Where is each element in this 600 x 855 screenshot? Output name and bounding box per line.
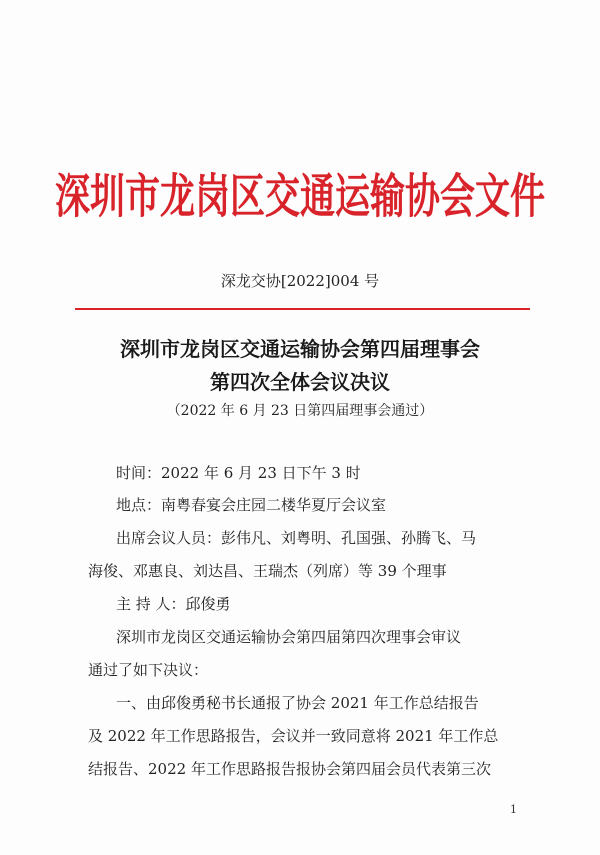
item-1-line-1: 一、由邱俊勇秘书长通报了协会 2021 年工作总结报告 <box>116 694 479 712</box>
item-1-line-2: 及 2022 年工作思路报告，会议并一致同意将 2021 年工作总 <box>88 727 499 745</box>
document-number: 深龙交协[2022]004 号 <box>220 272 380 290</box>
item-1-line-3: 结报告、2022 年工作思路报告报协会第四届会员代表第三次 <box>88 760 491 778</box>
page-number: 1 <box>510 803 517 816</box>
organization-header-title: 深圳市龙岗区交通运输协会文件 <box>54 169 545 225</box>
intro-line-1: 深圳市龙岗区交通运输协会第四届第四次理事会审议 <box>116 628 462 646</box>
attendees-line-2: 海俊、邓惠良、刘达昌、王瑞杰（列席）等 39 个理事 <box>88 562 447 580</box>
meeting-host: 主 持 人：邱俊勇 <box>116 595 231 613</box>
attendees-line-1: 出席会议人员：彭伟凡、刘粤明、孔国强、孙腾飞、马 <box>116 529 477 547</box>
meeting-time: 时间：2022 年 6 月 23 日下午 3 时 <box>116 464 361 482</box>
meeting-place: 地点：南粤春宴会庄园二楼华夏厅会议室 <box>116 496 387 514</box>
resolution-title-line-2: 第四次全体会议决议 <box>210 370 390 394</box>
resolution-title-line-1: 深圳市龙岗区交通运输协会第四届理事会 <box>120 337 480 361</box>
resolution-subtitle: （2022 年 6 月 23 日第四届理事会通过） <box>166 403 434 419</box>
header-divider <box>75 308 530 310</box>
intro-line-2: 通过了如下决议： <box>88 661 209 679</box>
